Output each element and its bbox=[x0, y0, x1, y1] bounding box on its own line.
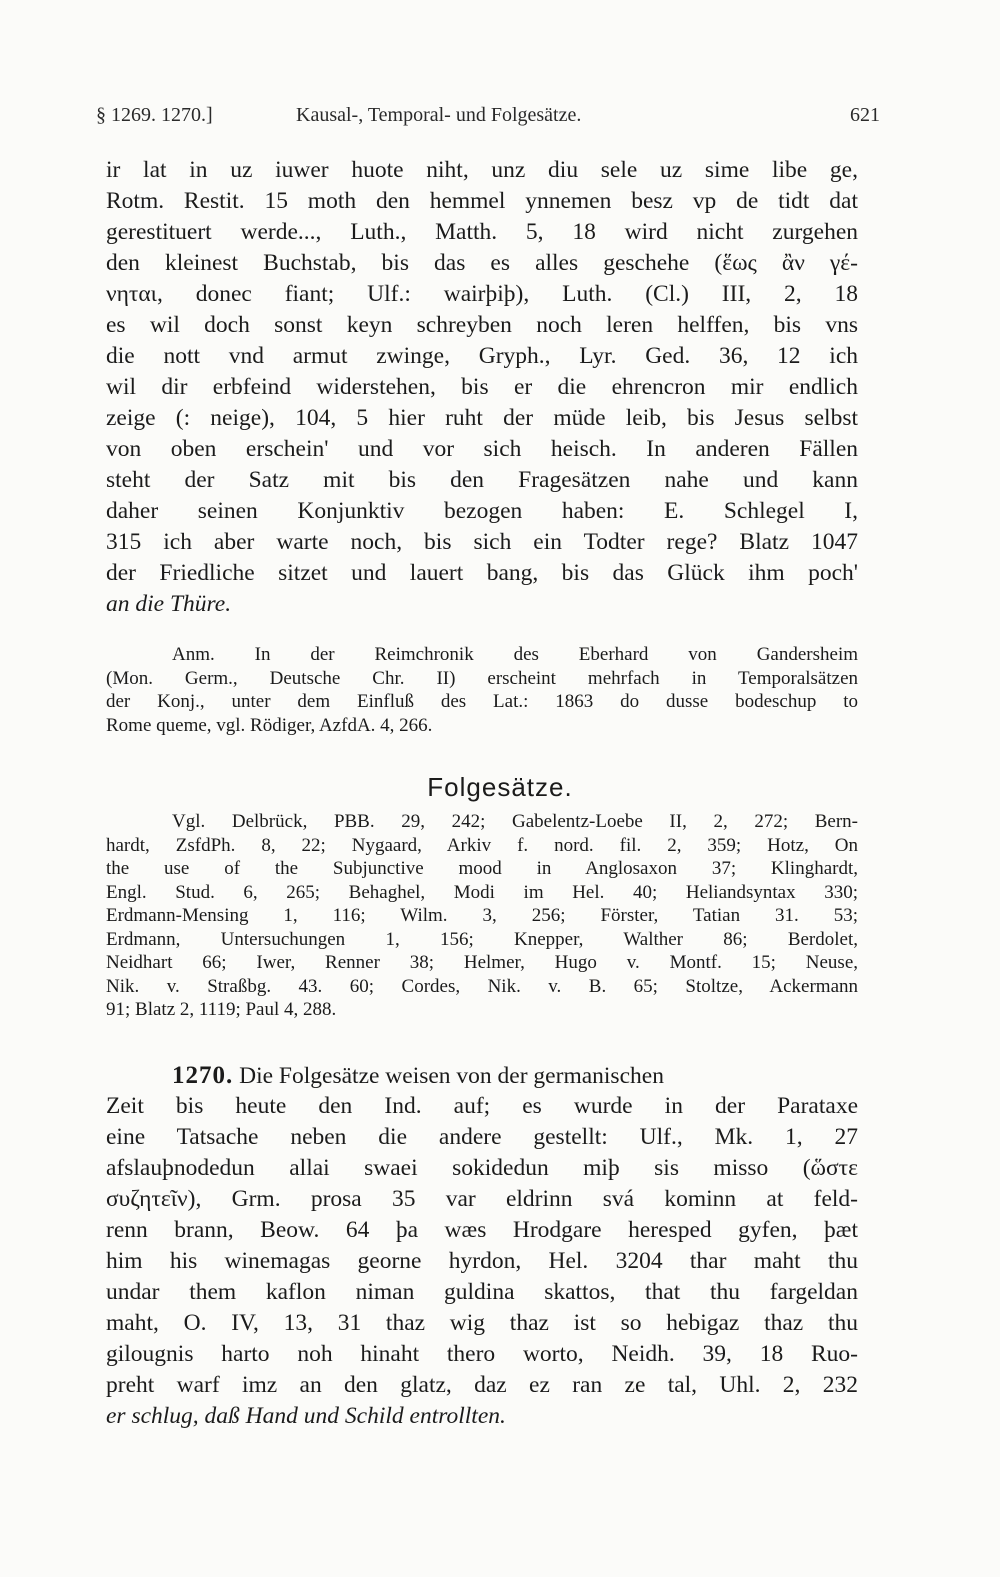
bibliography-line: Engl. Stud. 6, 265; Behaghel, Modi im Hel. 40; Heliandsyntax 330; bbox=[106, 881, 858, 903]
bibliography-line: 91; Blatz 2, 1119; Paul 4, 288. bbox=[106, 999, 337, 1020]
bibliography-line: Nik. v. Straßbg. 43. 60; Cordes, Nik. v. B. 65; Stoltze, Ackermann bbox=[106, 975, 858, 997]
text-line: afslauþnodedun allai swaei sokidedun miþ sis misso (ὥστε bbox=[106, 1155, 858, 1181]
text-line: νηται, donec fiant; Ulf.: wairþiþ), Luth. (Cl.) III, 2, 18 bbox=[106, 281, 858, 307]
text-span: Die Folgesätze weisen von der germanischen bbox=[233, 1063, 664, 1089]
page-number: 621 bbox=[850, 104, 880, 126]
running-title: Kausal-, Temporal- und Folgesätze. bbox=[296, 104, 582, 126]
paragraph-1 bbox=[106, 155, 858, 620]
text-line bbox=[106, 1060, 858, 1091]
annotation-note bbox=[106, 643, 858, 737]
bibliography-line: Erdmann-Mensing 1, 116; Wilm. 3, 256; Förster, Tatian 31. 53; bbox=[106, 905, 858, 926]
text-line: renn brann, Beow. 64 þa wæs Hrodgare heresped gyfen, þæt bbox=[106, 1217, 858, 1243]
section-reference: § 1269. 1270.] bbox=[96, 104, 213, 126]
text-line: eine Tatsache neben die andere gestellt: Ulf., Mk. 1, 27 bbox=[106, 1124, 858, 1150]
note-line: Anm. In der Reimchronik des Eberhard von Gandersheim bbox=[172, 644, 858, 665]
text-line: Rotm. Restit. 15 moth den hemmel ynnemen besz vp de tidt dat bbox=[106, 188, 858, 214]
text-line: wil dir erbfeind widerstehen, bis er die ehrencron mir endlich bbox=[106, 374, 858, 400]
text-line: undar them kaflon niman guldina skattos, that thu fargeldan bbox=[106, 1279, 858, 1305]
text-line: ir lat in uz iuwer huote niht, unz diu sele uz sime libe ge, bbox=[106, 157, 858, 183]
text-line: συζητεῖν), Grm. prosa 35 var eldrinn svá kominn at feld- bbox=[106, 1186, 858, 1212]
text-line: der Friedliche sitzet und lauert bang, bis das Glück ihm poch' bbox=[106, 560, 858, 586]
text-line: gerestituert werde..., Luth., Matth. 5, 18 wird nicht zurgehen bbox=[106, 219, 858, 245]
bibliography-line: Neidhart 66; Iwer, Renner 38; Helmer, Hugo v. Montf. 15; Neuse, bbox=[106, 952, 858, 973]
text-line: gilougnis harto noh hinaht thero worto, Neidh. 39, 18 Ruo- bbox=[106, 1341, 858, 1367]
text-line: preht warf imz an den glatz, daz ez ran ze tal, Uhl. 2, 232 bbox=[106, 1372, 858, 1398]
bibliography bbox=[106, 810, 858, 1022]
text-line: den kleinest Buchstab, bis das es alles geschehe (ἕως ἂν γέ- bbox=[106, 250, 858, 276]
paragraph-number: 1270. bbox=[172, 1062, 234, 1089]
text-line: an die Thüre. bbox=[106, 591, 232, 617]
bibliography-line: Erdmann, Untersuchungen 1, 156; Knepper, Walther 86; Berdolet, bbox=[106, 928, 858, 950]
text-line: er schlug, daß Hand und Schild entrollten. bbox=[106, 1403, 506, 1429]
text-line: Zeit bis heute den Ind. auf; es wurde in der Parataxe bbox=[106, 1093, 858, 1119]
text-line: daher seinen Konjunktiv bezogen haben: E. Schlegel I, bbox=[106, 498, 858, 524]
paragraph-1270 bbox=[106, 1060, 858, 1432]
text-line: es wil doch sonst keyn schreyben noch leren helffen, bis vns bbox=[106, 312, 858, 338]
text-line: die nott vnd armut zwinge, Gryph., Lyr. Ged. 36, 12 ich bbox=[106, 343, 858, 369]
text-line: steht der Satz mit bis den Fragesätzen nahe und kann bbox=[106, 467, 858, 493]
text-line: 315 ich aber warte noch, bis sich ein Todter rege? Blatz 1047 bbox=[106, 529, 858, 555]
text-line: zeige (: neige), 104, 5 hier ruht der müde leib, bis Jesus selbst bbox=[106, 405, 858, 431]
note-line: der Konj., unter dem Einfluß des Lat.: 1863 do dusse bodeschup to bbox=[106, 691, 858, 712]
text-line: him his winemagas georne hyrdon, Hel. 3204 thar maht thu bbox=[106, 1248, 858, 1274]
note-line: (Mon. Germ., Deutsche Chr. II) erscheint mehrfach in Temporalsätzen bbox=[106, 667, 858, 689]
text-line: maht, O. IV, 13, 31 thaz wig thaz ist so hebigaz thaz thu bbox=[106, 1310, 858, 1336]
note-line: Rome queme, vgl. Rödiger, AzfdA. 4, 266. bbox=[106, 714, 433, 736]
section-heading: Folgesätze. bbox=[427, 772, 573, 802]
bibliography-line: hardt, ZsfdPh. 8, 22; Nygaard, Arkiv f. nord. fil. 2, 359; Hotz, On bbox=[106, 834, 858, 856]
bibliography-line: the use of the Subjunctive mood in Anglosaxon 37; Klinghardt, bbox=[106, 858, 858, 879]
bibliography-line: Vgl. Delbrück, PBB. 29, 242; Gabelentz-Loebe II, 2, 272; Bern- bbox=[172, 811, 858, 832]
text-line: von oben erschein' und vor sich heisch. In anderen Fällen bbox=[106, 436, 858, 462]
running-header bbox=[96, 100, 880, 130]
